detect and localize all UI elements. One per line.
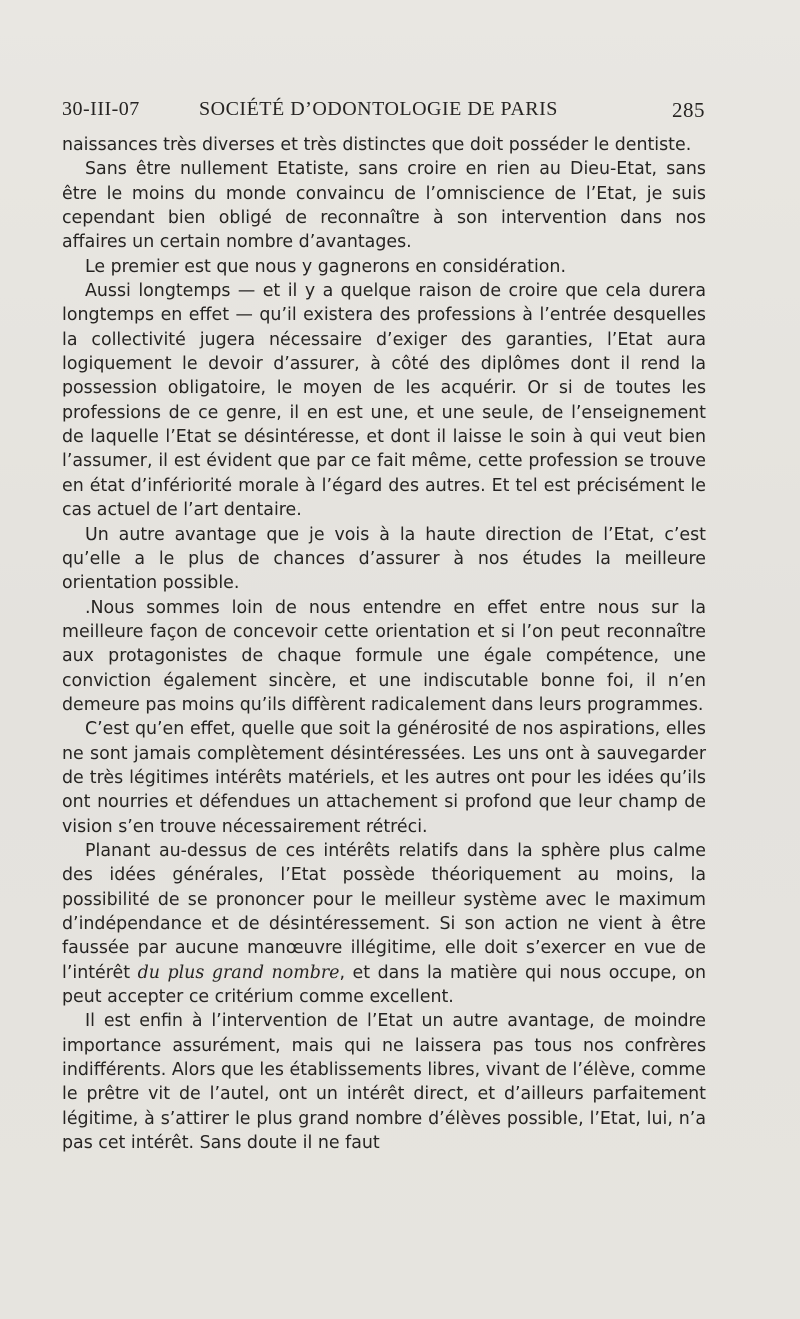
italic-phrase: du plus grand nombre [137,962,340,983]
body-text [62,133,706,1155]
paragraph: .Nous sommes loin de nous entendre en effet entre nous sur la meilleure façon de concevoir cette orientation et si l’on peut reconnaître aux protagonistes de chaque formule une égale compétence, une conviction également sincère, et une indiscutable bonne foi, il n’en demeure pas moins qu’ils diffèrent radicalement dans leurs programmes. [62,597,706,715]
paragraph-text: Planant au-dessus de ces intérêts relatifs dans la sphère plus calme des idées générales, l’Etat possède théoriquement au moins, la possibilité de se prononcer pour le meilleur système avec le maximum d’indépendance et de désintéressement. Si son action ne vient à être faussée par aucune manœuvre illégitime, elle doit s’exercer en vue de l’intérêt [62,840,706,983]
paragraph-text: , et dans la matière qui nous occupe, on peut accepter ce critérium comme excellent. [62,962,706,1008]
paragraph: C’est qu’en effet, quelle que soit la générosité de nos aspirations, elles ne sont jamais complètement désintéressées. Les uns ont à sauvegarder de très légitimes intérêts matériels, et les autres ont pour les idées qu’ils ont nourries et défendues un attachement si profond que leur champ de vision s’en trouve nécessairement rétréci. [62,719,706,837]
paragraph-with-italic [62,839,706,1009]
paragraph: Il est enfin à l’intervention de l’Etat un autre avantage, de moindre importance assurément, mais qui ne laissera pas tous nos confrères indifférents. Alors que les établissements libres, vivant de l’élève, comme le prêtre vit de l’autel, ont un intérêt direct, et d’ailleurs parfaitement légitime, à s’attirer le plus grand nombre d’élèves possible, l’Etat, lui, n’a pas cet intérêt. Sans doute il ne faut [62,1011,706,1154]
header-date: 30-III-07 [62,98,140,120]
paragraph-continued: naissances très diverses et très distinctes que doit posséder le dentiste. [62,135,692,155]
paragraph: Un autre avantage que je vois à la haute direction de l’Etat, c’est qu’elle a le plus de chances d’assurer à nos études la meilleure orientation possible. [62,524,706,594]
running-header [62,98,705,124]
page-number: 285 [672,98,705,122]
paragraph: Aussi longtemps — et il y a quelque raison de croire que cela durera longtemps en effet — qu’il existera des professions à l’entrée desquelles la collectivité jugera nécessaire d’exiger des garanties, l’Etat aura logiquement le devoir d’assurer, à côté des diplômes dont il rend la possession obligatoire, le moyen de les acquérir. Or si de toutes les professions de ce genre, il en est une, et une seule, de l’enseignement de laquelle l’Etat se désintéresse, et dont il laisse le soin à qui veut bien l’assumer, il est évident que par ce fait même, cette profession se trouve en état d’infériorité morale à l’égard des autres. Et tel est précisément le cas actuel de l’art dentaire. [62,281,706,521]
paragraph: Le premier est que nous y gagnerons en considération. [85,256,566,277]
running-title: SOCIÉTÉ D’ODONTOLOGIE DE PARIS [199,98,558,120]
paragraph: Sans être nullement Etatiste, sans croire en rien au Dieu-Etat, sans être le moins du monde convaincu de l’omniscience de l’Etat, je suis cependant bien obligé de reconnaître à son intervention dans nos affaires un certain nombre d’avantages. [62,159,706,253]
